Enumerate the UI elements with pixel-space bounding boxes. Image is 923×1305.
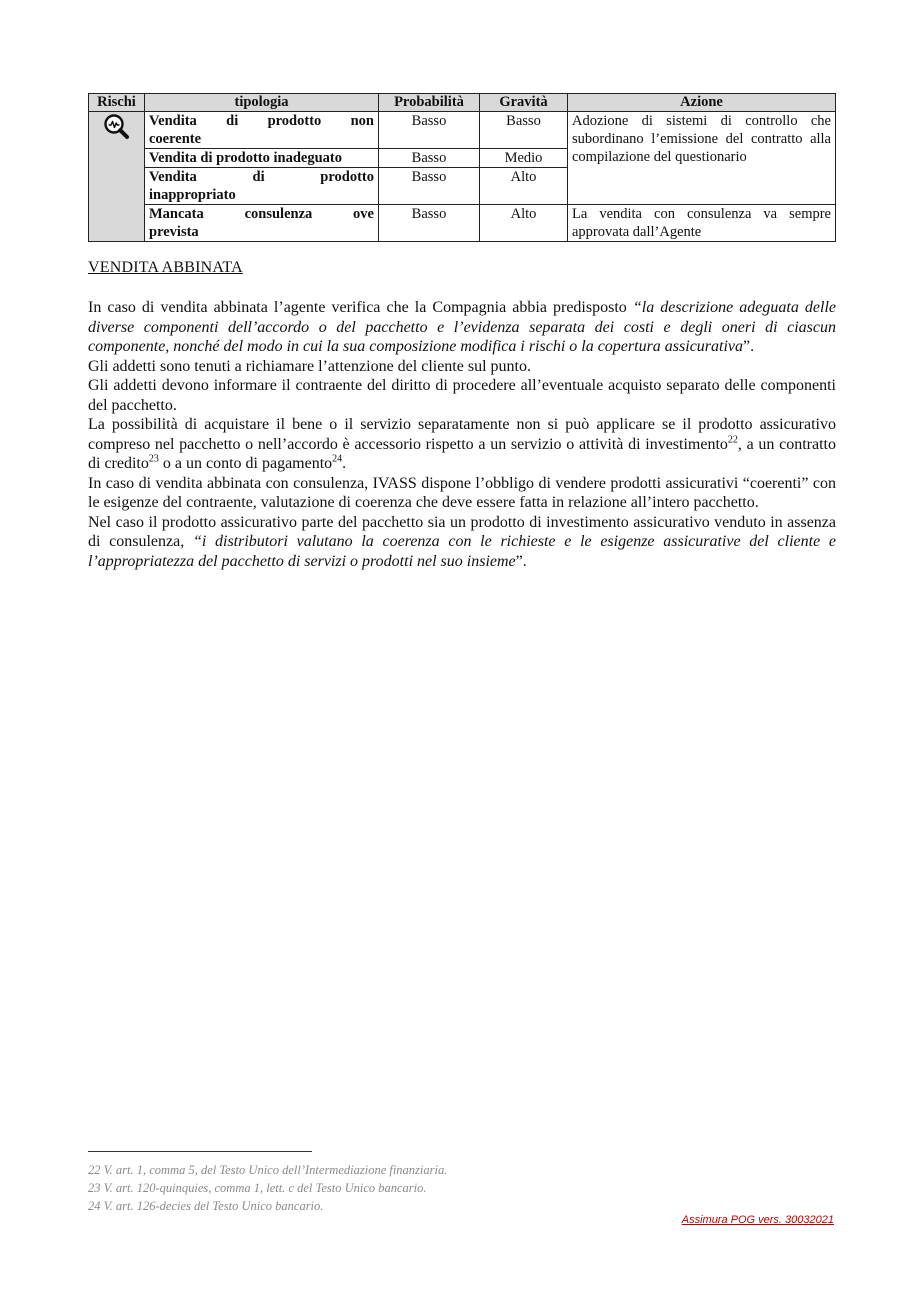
header-probabilita: Probabilità	[379, 94, 480, 112]
footnote-ref-23[interactable]: 23	[148, 453, 159, 465]
paragraph-text: ”.	[743, 338, 755, 355]
quotation-text: “i distributori valutano la coerenza con le richieste e le esigenze assicurative del cliente e l’appropriatezza del pacchetto di servizi o prodotti nel suo insieme	[88, 533, 836, 570]
footnote-ref-22[interactable]: 22	[727, 434, 738, 446]
gravita-cell: Basso	[480, 112, 568, 149]
tipologia-cell	[145, 205, 379, 242]
probabilita-cell: Basso	[379, 168, 480, 205]
tipologia-cell	[145, 168, 379, 205]
risk-table	[88, 93, 836, 242]
paragraph: Gli addetti sono tenuti a richiamare l’attenzione del cliente sul punto.	[88, 357, 531, 375]
paragraph-text: ”.	[515, 552, 527, 570]
header-rischi: Rischi	[89, 94, 145, 112]
paragraph	[88, 415, 836, 474]
quotation-text: “la descrizione adeguata delle diverse componenti dell’accordo o del pacchetto e l’evidenza separata dei costi e degli oneri di ciascun componente, nonché del modo in cui la sua composizione modifica i rischi o la copertura assicurativa	[88, 299, 837, 355]
probabilita-cell: Basso	[379, 205, 480, 242]
footnote-separator	[88, 1151, 312, 1152]
footnotes	[88, 1161, 447, 1215]
footnote-22: 22 V. art. 1, comma 5, del Testo Unico dell’Intermediazione finanziaria.	[88, 1163, 448, 1177]
footnote-24: 24 V. art. 126-decies del Testo Unico bancario.	[88, 1199, 324, 1213]
tipologia-line-2: coerente	[149, 131, 202, 147]
table-row	[89, 112, 836, 149]
table-row	[89, 205, 836, 242]
paragraph-text: o a un conto di pagamento	[158, 455, 333, 472]
azione-cell: La vendita con consulenza va sempre approvata dall’Agente	[568, 205, 836, 242]
header-tipologia: tipologia	[145, 94, 379, 112]
paragraph	[88, 298, 836, 357]
probabilita-cell: Basso	[379, 112, 480, 149]
paragraph-text: , a un contratto di credito	[88, 435, 836, 472]
header-azione: Azione	[568, 94, 836, 112]
tipologia-cell	[145, 112, 379, 149]
section-body	[88, 298, 836, 571]
probabilita-cell: Basso	[379, 149, 480, 168]
tipologia-line-1: Mancata consulenza ove	[149, 206, 374, 222]
paragraph: Gli addetti devono informare il contraente del diritto di procedere all’eventuale acquisto separato delle componenti del pacchetto.	[88, 377, 836, 414]
document-version-link[interactable]: Assimura POG vers. 30032021	[681, 1214, 834, 1226]
footnote-ref-24[interactable]: 24	[332, 453, 343, 465]
tipologia-line-2: inappropriato	[149, 187, 236, 203]
tipologia-line-2: prevista	[149, 224, 199, 240]
paragraph-text: .	[342, 455, 347, 472]
paragraph-text: La possibilità di acquistare il bene o il servizio separatamente non si può applicare se il prodotto assicurativo compreso nel pacchetto o nell’accordo è accessorio rispetto a un servizio o attività di investimento	[88, 416, 836, 453]
tipologia-cell: Vendita di prodotto inadeguato	[145, 149, 379, 168]
tipologia-line-1: Vendita di prodotto non	[149, 113, 374, 129]
paragraph-text: In caso di vendita abbinata l’agente verifica che la Compagnia abbia predisposto	[88, 299, 633, 316]
tipologia-line-1: Vendita di prodotto	[149, 169, 374, 185]
paragraph-text: Nel caso il prodotto assicurativo parte del pacchetto sia un prodotto di investimento assicurativo venduto in assenza di consulenza,	[88, 513, 836, 550]
gravita-cell: Alto	[480, 205, 568, 242]
azione-cell: Adozione di sistemi di controllo che subordinano l’emissione del contratto alla compilazione del questionario	[568, 112, 836, 205]
paragraph	[88, 513, 836, 572]
paragraph: In caso di vendita abbinata con consulenza, IVASS dispone l’obbligo di vendere prodotti assicurativi “coerenti” con le esigenze del contraente, valutazione di coerenza che deve essere fatta in relazione all’intero pacchetto.	[88, 474, 836, 511]
magnifier-chart-icon	[102, 112, 132, 142]
gravita-cell: Alto	[480, 168, 568, 205]
section-heading: VENDITA ABBINATA	[88, 259, 243, 276]
header-gravita: Gravità	[480, 94, 568, 112]
footnote-23: 23 V. art. 120-quinquies, comma 1, lett. c del Testo Unico bancario.	[88, 1181, 427, 1195]
gravita-cell: Medio	[480, 149, 568, 168]
risk-table-header-row	[89, 94, 836, 112]
rischi-icon-cell	[89, 112, 145, 242]
